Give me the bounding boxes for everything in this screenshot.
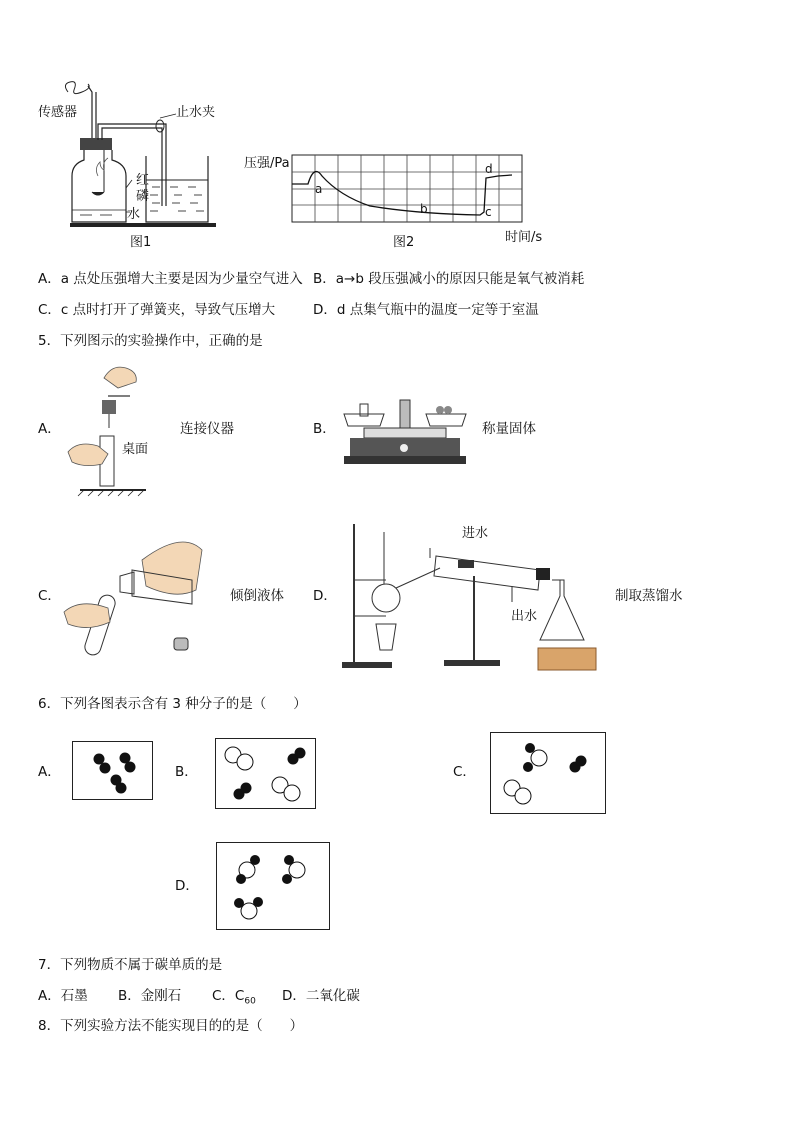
distillation-apparatus-image [340, 520, 610, 670]
q6-stem: 6．下列各图表示含有 3 种分子的是（ ） [38, 696, 307, 712]
point-b-label: b [420, 202, 428, 216]
q6-d-letter: D． [175, 878, 199, 894]
q4-option-d: D．d 点集气瓶中的温度一定等于室温 [313, 302, 539, 318]
point-d-label: d [485, 162, 493, 176]
q7-stem: 7．下列物质不属于碳单质的是 [38, 957, 223, 973]
q5-b-caption: 称量固体 [482, 421, 536, 437]
q6-a-letter: A． [38, 764, 61, 780]
connecting-apparatus-image [60, 360, 160, 494]
y-axis-label: 压强/Pa [244, 156, 290, 171]
red-phosphorus-label-1: 红 [136, 173, 150, 188]
water-out-label: 出水 [511, 609, 538, 624]
q6-a-molecules [73, 742, 154, 801]
q7-option-a: A．石墨 [38, 988, 88, 1004]
q5-d-caption: 制取蒸馏水 [615, 588, 683, 604]
table-surface-label: 桌面 [122, 442, 149, 457]
figure-2-caption: 图2 [393, 235, 415, 250]
q5-c-caption: 倾倒液体 [230, 588, 284, 604]
pouring-liquid-image [62, 530, 212, 660]
q7-option-c-formula: C．C [212, 988, 245, 1004]
q7-option-d: D．二氧化碳 [282, 988, 360, 1004]
q4-option-a: A．a 点处压强增大主要是因为少量空气进入 [38, 271, 303, 287]
q7-option-b: B．金刚石 [118, 988, 182, 1004]
q5-a-letter: A． [38, 421, 61, 437]
q6-option-d-box [216, 842, 330, 930]
q6-b-letter: B． [175, 764, 198, 780]
q5-b-letter: B． [313, 421, 336, 437]
q6-option-a-box [72, 741, 153, 800]
q5-c-letter: C． [38, 588, 61, 604]
point-c-label: c [485, 205, 492, 219]
q7-option-c-subscript: 60 [244, 996, 256, 1007]
water-label: 水 [127, 207, 141, 222]
x-axis-label: 时间/s [505, 230, 543, 245]
q8-stem: 8．下列实验方法不能实现目的的是（ ） [38, 1018, 304, 1034]
pressure-grid [0, 0, 540, 240]
q4-option-c: C．c 点时打开了弹簧夹，导致气压增大 [38, 302, 276, 318]
sensor-label: 传感器 [38, 105, 78, 120]
q6-option-b-box [215, 738, 316, 809]
point-a-label: a [315, 182, 323, 196]
water-in-label: 进水 [462, 526, 489, 541]
q4-option-b: B．a→b 段压强减小的原因只能是氧气被消耗 [313, 271, 585, 287]
red-phosphorus-label-2: 磷 [136, 189, 150, 204]
q5-d-letter: D． [313, 588, 337, 604]
figure-1-caption: 图1 [130, 235, 152, 250]
q6-d-molecules [217, 843, 331, 931]
q6-b-molecules [216, 739, 317, 810]
q6-c-molecules [491, 733, 607, 815]
q7-option-c [212, 990, 256, 1007]
q6-c-letter: C． [453, 764, 476, 780]
q5-stem: 5．下列图示的实验操作中，正确的是 [38, 333, 263, 349]
balance-image [340, 392, 470, 472]
q6-option-c-box [490, 732, 606, 814]
clamp-label: 止水夹 [176, 105, 216, 120]
q5-a-caption: 连接仪器 [180, 421, 234, 437]
